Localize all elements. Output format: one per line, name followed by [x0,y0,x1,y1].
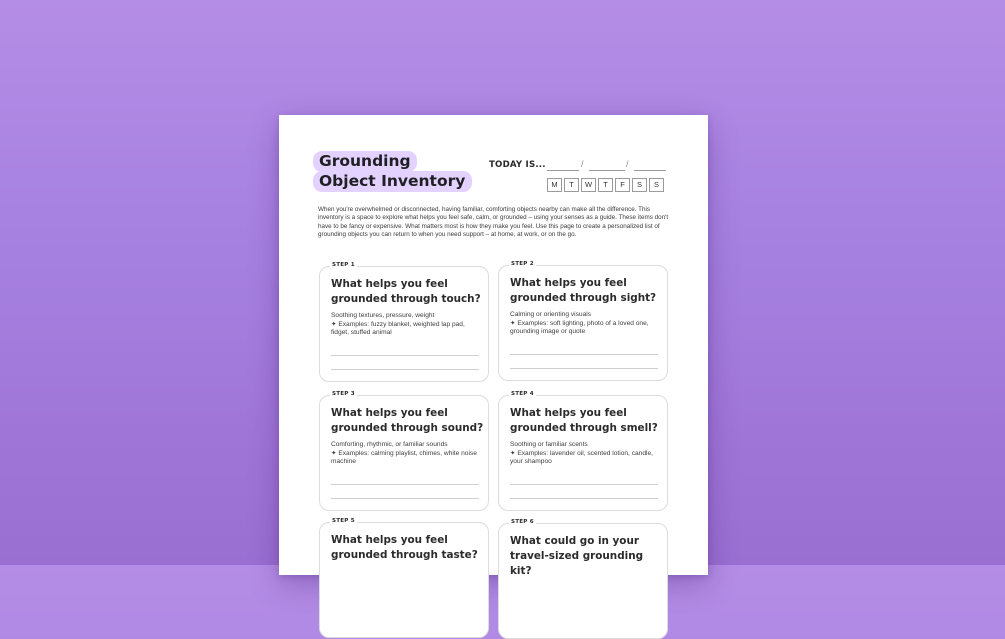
day-box-sat[interactable]: S [632,178,647,192]
date-slash-1: / [581,159,584,169]
answer-line[interactable] [510,484,658,485]
step-card-sight [498,261,668,381]
step-question: What could go in your travel-sized grounding kit? [510,535,644,577]
examples-text: ✦ Examples: soft lighting, photo of a loved one, grounding image or quote [510,319,649,335]
answer-line[interactable] [331,498,479,499]
day-box-thu[interactable]: T [598,178,613,192]
step-hint [331,312,481,338]
weekday-selector [547,178,664,192]
page-title [313,151,472,192]
answer-line[interactable] [510,354,658,355]
step-question: What helps you feel grounded through smell? [510,407,658,434]
step-question: What helps you feel grounded through touch? [331,278,481,305]
day-box-tue[interactable]: T [564,178,579,192]
date-label: TODAY IS... [489,160,546,170]
step-label: STEP 4 [511,391,534,397]
step-question: What helps you feel grounded through taste? [331,534,478,561]
step-question: What helps you feel grounded through sound? [331,407,484,434]
step-label: STEP 2 [511,261,534,267]
hint-text: Soothing textures, pressure, weight [331,312,435,319]
step-card-travel-kit [498,519,668,639]
day-box-mon[interactable]: M [547,178,562,192]
answer-line[interactable] [510,368,658,369]
date-field-month[interactable] [547,170,579,171]
worksheet-page [279,115,708,575]
hint-text: Comforting, rhythmic, or familiar sounds [331,441,448,448]
day-box-wed[interactable]: W [581,178,596,192]
step-label: STEP 3 [332,391,355,397]
date-field-day[interactable] [589,170,625,171]
examples-text: ✦ Examples: fuzzy blanket, weighted lap pad, fidget, stuffed animal [331,320,465,336]
hint-text: Soothing or familiar scents [510,441,588,448]
day-box-sun[interactable]: S [649,178,664,192]
step-hint [510,311,660,337]
step-card-touch [319,262,489,382]
title-line-1: Grounding [313,151,417,172]
step-hint [510,441,660,467]
examples-text: ✦ Examples: lavender oil, scented lotion, candle, your shampoo [510,449,653,465]
answer-line[interactable] [510,498,658,499]
hint-text: Calming or orienting visuals [510,311,591,318]
answer-line[interactable] [331,355,479,356]
date-field-year[interactable] [634,170,666,171]
intro-paragraph: When you're overwhelmed or disconnected, having familiar, comforting objects nearby can make all the difference. This inventory is a space to explore what helps you feel safe, calm, or grounded – using your senses as a guide. These items don't have to be fancy or expensive. What matters most is how they make you feel. Use this page to create a personalized list of grounding objects you can return to when you need support – at home, at work, or on the go. [318,206,669,239]
step-label: STEP 5 [332,518,355,524]
step-hint [331,441,481,467]
answer-line[interactable] [331,369,479,370]
step-card-taste [319,518,489,638]
step-card-smell [498,391,668,511]
day-box-fri[interactable]: F [615,178,630,192]
date-slash-2: / [626,159,629,169]
answer-line[interactable] [331,484,479,485]
step-label: STEP 6 [511,519,534,525]
step-label: STEP 1 [332,262,355,268]
step-question: What helps you feel grounded through sight? [510,277,657,304]
title-line-2: Object Inventory [313,171,472,192]
step-card-sound [319,391,489,511]
examples-text: ✦ Examples: calming playlist, chimes, white noise machine [331,449,477,465]
